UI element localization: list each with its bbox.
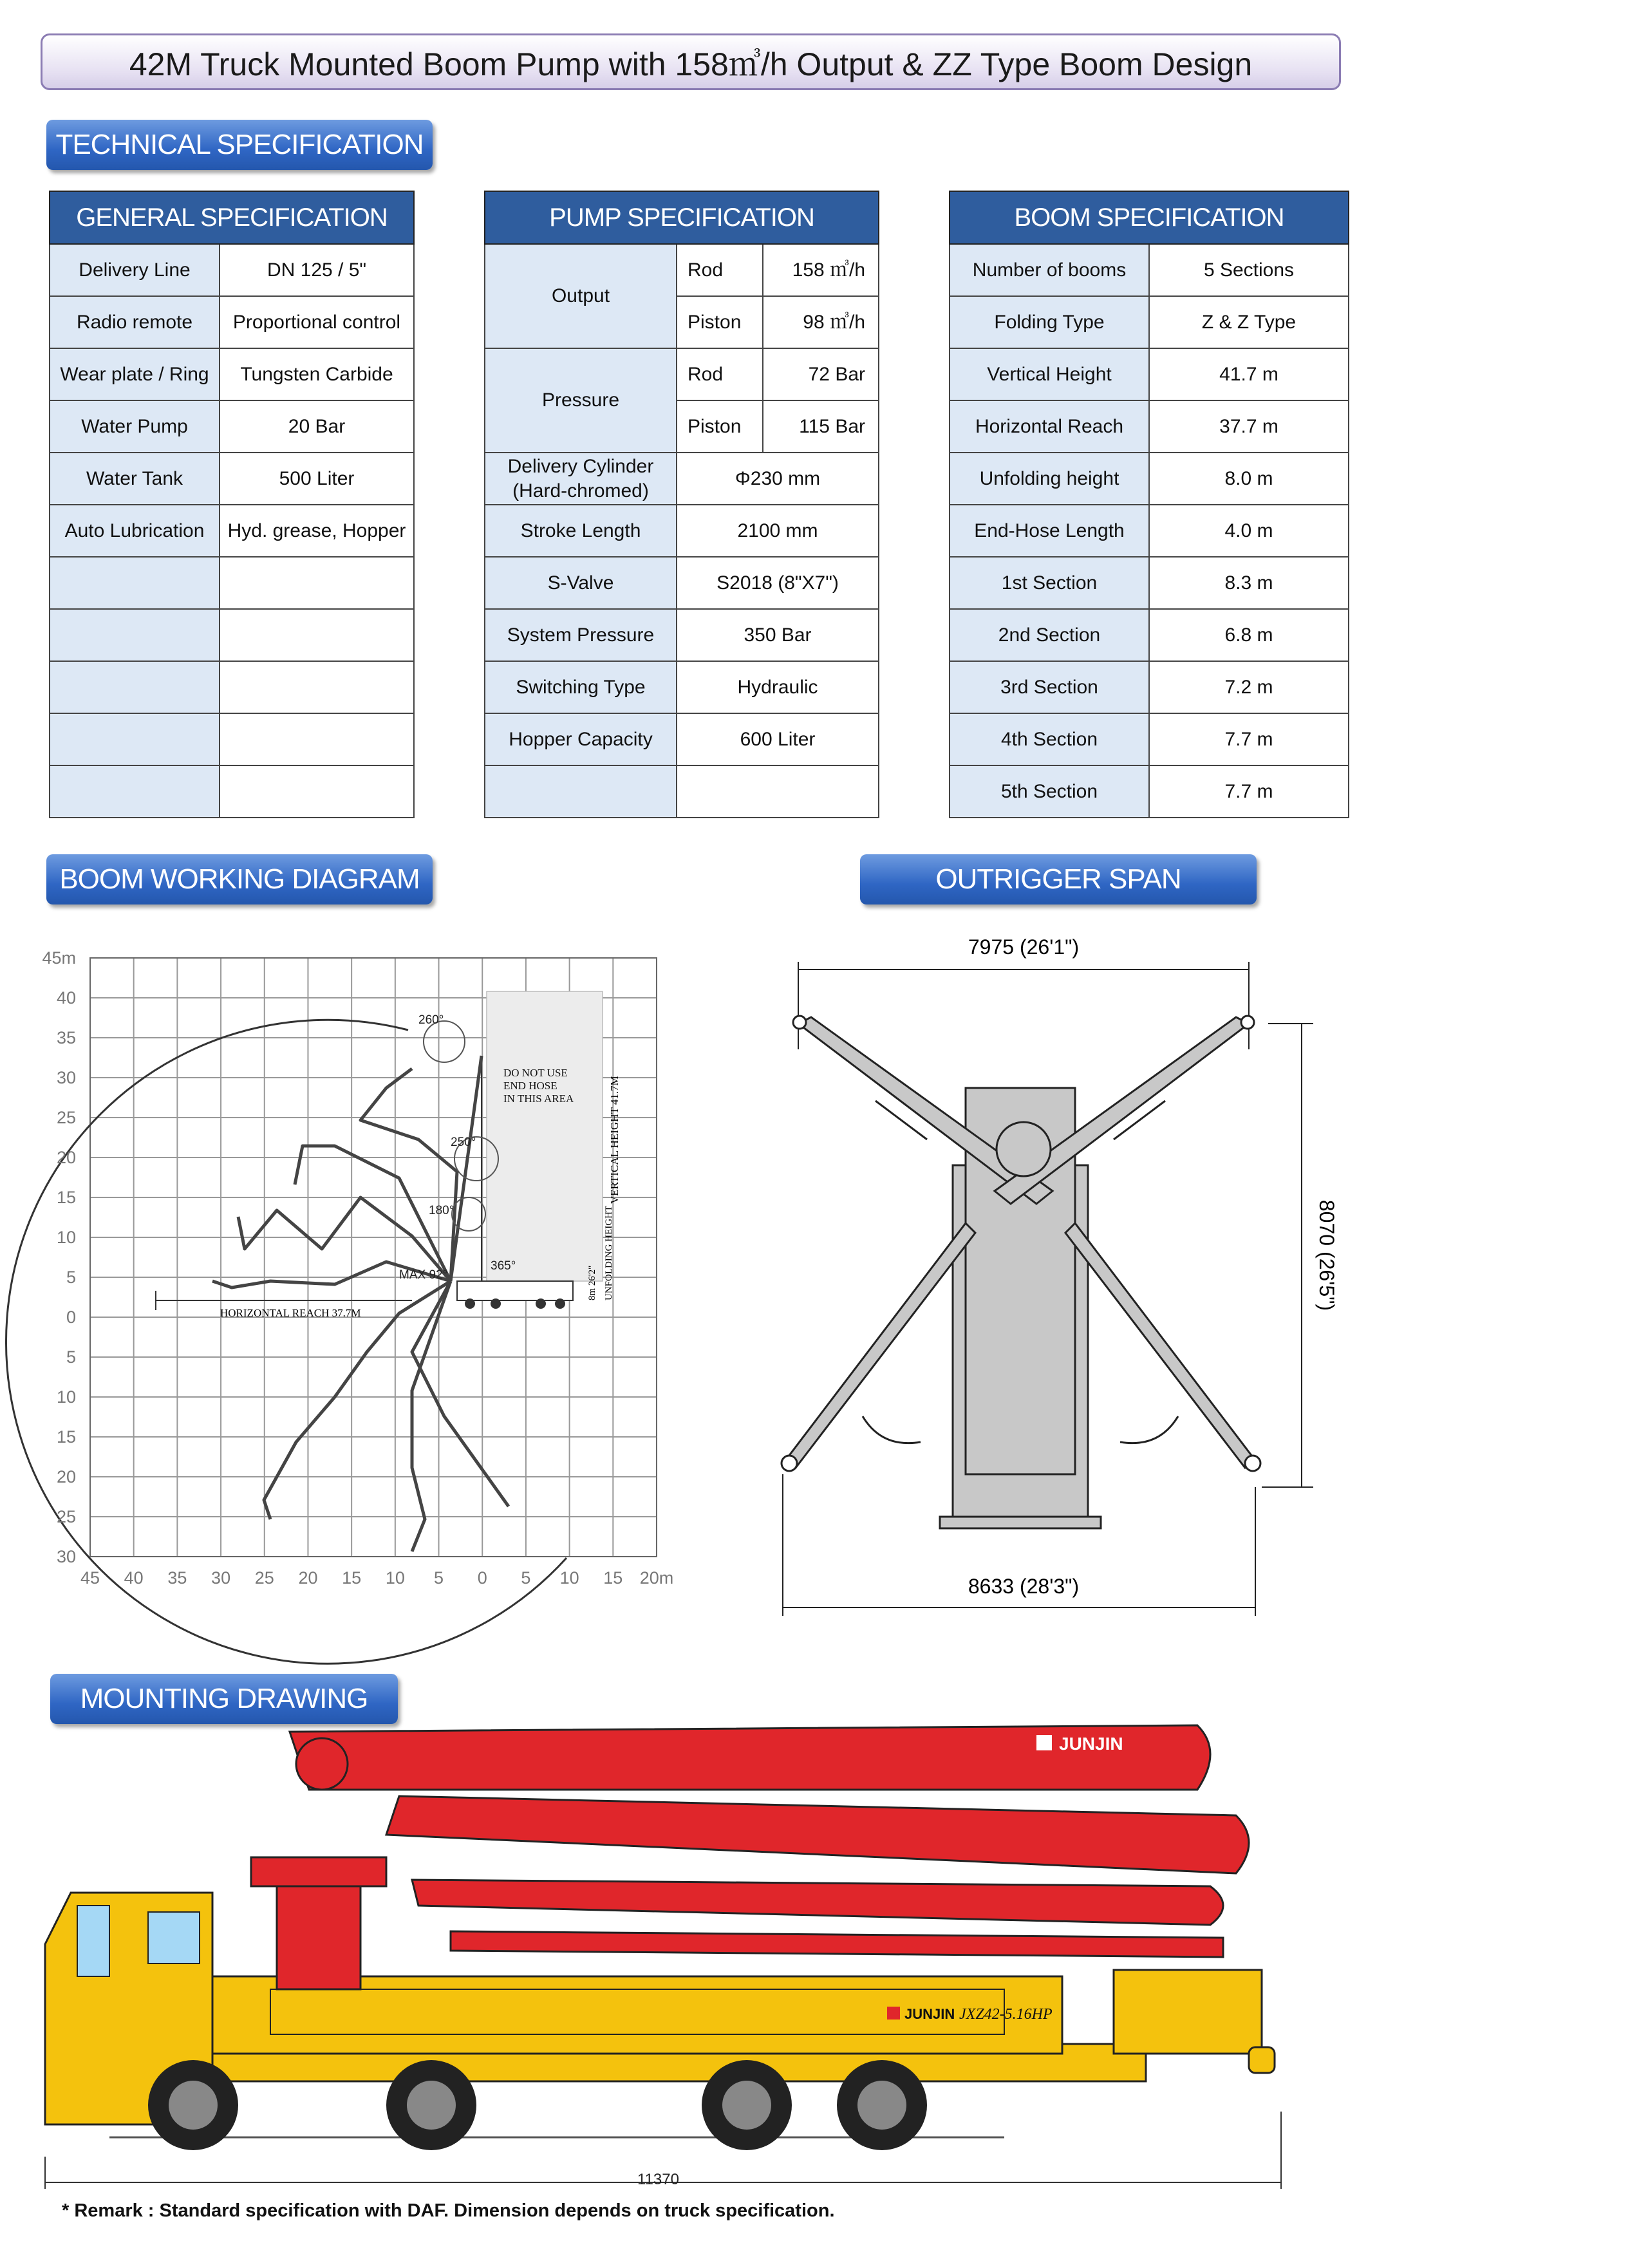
y-tick-label: 25: [56, 1108, 76, 1127]
no-use-text-1: DO NOT USE: [503, 1067, 568, 1079]
mounting-drawing-tab: MOUNTING DRAWING: [50, 1674, 398, 1724]
y-tick-label: 20: [56, 1148, 76, 1167]
y-tick-label: 15: [56, 1188, 76, 1207]
general-spec-header: GENERAL SPECIFICATION: [50, 191, 414, 244]
table-row: 5th Section 7.7 m: [950, 765, 1349, 818]
table-row: Piston 98 ㎥/h: [485, 296, 879, 348]
no-use-text-2: END HOSE: [503, 1080, 557, 1092]
table-row: Number of booms 5 Sections: [950, 244, 1349, 296]
table-row: 2nd Section 6.8 m: [950, 609, 1349, 661]
pump-spec-header: PUMP SPECIFICATION: [485, 191, 879, 244]
table-row: Horizontal Reach 37.7 m: [950, 400, 1349, 453]
table-row-empty: [50, 765, 414, 818]
vertical-height-label: VERTICAL HEIGHT 41.7M: [608, 1076, 621, 1204]
table-row: Delivery Cylinder (Hard-chromed) Φ230 mm: [485, 453, 879, 505]
remark: * Remark : Standard specification with DAF. Dimension depends on truck specification.: [62, 2200, 835, 2221]
x-tick-label: 5: [434, 1568, 444, 1588]
table-row: 4th Section 7.7 m: [950, 713, 1349, 765]
boom-spec-header: BOOM SPECIFICATION: [950, 191, 1349, 244]
table-row-empty: [50, 713, 414, 765]
table-row: Pressure Rod 72 Bar: [485, 348, 879, 400]
table-row: Folding Type Z & Z Type: [950, 296, 1349, 348]
table-row: Hopper Capacity 600 Liter: [485, 713, 879, 765]
outrigger-top-width: 7975 (26'1"): [968, 935, 1080, 959]
x-tick-label: 40: [124, 1568, 144, 1588]
table-row: System Pressure 350 Bar: [485, 609, 879, 661]
x-tick-label: 0: [477, 1568, 487, 1588]
y-tick-label: 30: [56, 1068, 76, 1087]
x-tick-label: 10: [385, 1568, 405, 1588]
outrigger-span-diagram: [760, 921, 1365, 1635]
table-row: End-Hose Length 4.0 m: [950, 505, 1349, 557]
x-tick-label: 35: [167, 1568, 187, 1588]
angle-180: 180°: [429, 1204, 454, 1217]
hopper: [1114, 1970, 1262, 2054]
table-row: 1st Section 8.3 m: [950, 557, 1349, 609]
body-brand-logo: JUNJIN: [904, 2006, 955, 2022]
pressure-label: Pressure: [485, 348, 677, 453]
table-row: 3rd Section 7.2 m: [950, 661, 1349, 713]
x-tick-label: 45: [80, 1568, 100, 1588]
x-tick-label: 5: [521, 1568, 531, 1588]
table-row: Radio remote Proportional control: [50, 296, 414, 348]
page-title: 42M Truck Mounted Boom Pump with 158㎥/h Output & ZZ Type Boom Design: [41, 33, 1341, 90]
outrigger-span-tab: OUTRIGGER SPAN: [860, 854, 1257, 904]
table-row: Stroke Length 2100 mm: [485, 505, 879, 557]
mounting-drawing: [0, 1712, 1313, 2189]
x-tick-label: 15: [603, 1568, 623, 1588]
outrigger-frame: [787, 1017, 1254, 1528]
table-row: Unfolding height 8.0 m: [950, 453, 1349, 505]
horizontal-reach-label: HORIZONTAL REACH 37.7M: [220, 1307, 361, 1319]
table-row: Output Rod 158 ㎥/h: [485, 244, 879, 296]
model-label: JXZ42-5.16HP: [959, 2006, 1053, 2023]
table-row: Delivery Line DN 125 / 5": [50, 244, 414, 296]
table-row: Auto Lubrication Hyd. grease, Hopper: [50, 505, 414, 557]
y-tick-label: 10: [56, 1228, 76, 1247]
table-row: Vertical Height 41.7 m: [950, 348, 1349, 400]
table-row-empty: [485, 765, 879, 818]
no-use-text-3: IN THIS AREA: [503, 1092, 574, 1105]
no-use-area: [487, 991, 603, 1281]
outrigger-length: 8070 (26'5"): [1315, 1199, 1338, 1311]
y-tick-label: 30: [56, 1547, 76, 1566]
angle-365: 365°: [491, 1259, 516, 1273]
truck-icon: [457, 1281, 573, 1309]
y-tick-label: 5: [66, 1347, 76, 1367]
table-row: Water Tank 500 Liter: [50, 453, 414, 505]
max-angle: MAX 92°: [399, 1268, 448, 1282]
y-tick-label: 25: [56, 1507, 76, 1526]
y-tick-label: 0: [66, 1307, 76, 1327]
table-row: Wear plate / Ring Tungsten Carbide: [50, 348, 414, 400]
overall-length-label: 11370: [637, 2171, 679, 2188]
outrigger-bottom-width: 8633 (28'3"): [968, 1575, 1080, 1598]
output-label: Output: [485, 244, 677, 348]
table-row: Switching Type Hydraulic: [485, 661, 879, 713]
table-row-empty: [50, 609, 414, 661]
boom-working-diagram: [0, 901, 708, 1609]
unfolding-value: 8m 26'2": [587, 1265, 597, 1300]
angle-260: 260°: [418, 1013, 444, 1027]
general-spec-table: [49, 191, 415, 818]
y-tick-label: 10: [56, 1387, 76, 1407]
y-tick-label: 15: [56, 1427, 76, 1447]
table-row-empty: [50, 661, 414, 713]
x-tick-label: 25: [254, 1568, 274, 1588]
y-tick-label: 40: [56, 988, 76, 1007]
technical-spec-tab: TECHNICAL SPECIFICATION: [46, 120, 433, 170]
table-row-empty: [50, 557, 414, 609]
table-row: Piston 115 Bar: [485, 400, 879, 453]
angle-250: 250°: [451, 1136, 476, 1149]
boom-spec-table: [949, 191, 1349, 818]
boom-turret: [277, 1877, 360, 1989]
pump-spec-table: [484, 191, 879, 818]
boom-sections: [290, 1725, 1249, 1957]
x-tick-label: 30: [211, 1568, 231, 1588]
x-tick-label: 20m: [639, 1568, 674, 1588]
y-tick-label: 35: [56, 1028, 76, 1047]
x-tick-label: 15: [342, 1568, 362, 1588]
y-tick-label: 45m: [42, 948, 76, 968]
table-row: Water Pump 20 Bar: [50, 400, 414, 453]
y-tick-label: 5: [66, 1268, 76, 1287]
table-row: S-Valve S2018 (8"X7"): [485, 557, 879, 609]
y-tick-label: 20: [56, 1467, 76, 1486]
unfolding-height-label: UNFOLDING HEIGHT: [604, 1205, 614, 1300]
x-tick-label: 10: [559, 1568, 579, 1588]
boom-diagram-tab: BOOM WORKING DIAGRAM: [46, 854, 433, 904]
x-tick-label: 20: [298, 1568, 318, 1588]
boom-brand-logo: JUNJIN: [1059, 1734, 1123, 1754]
